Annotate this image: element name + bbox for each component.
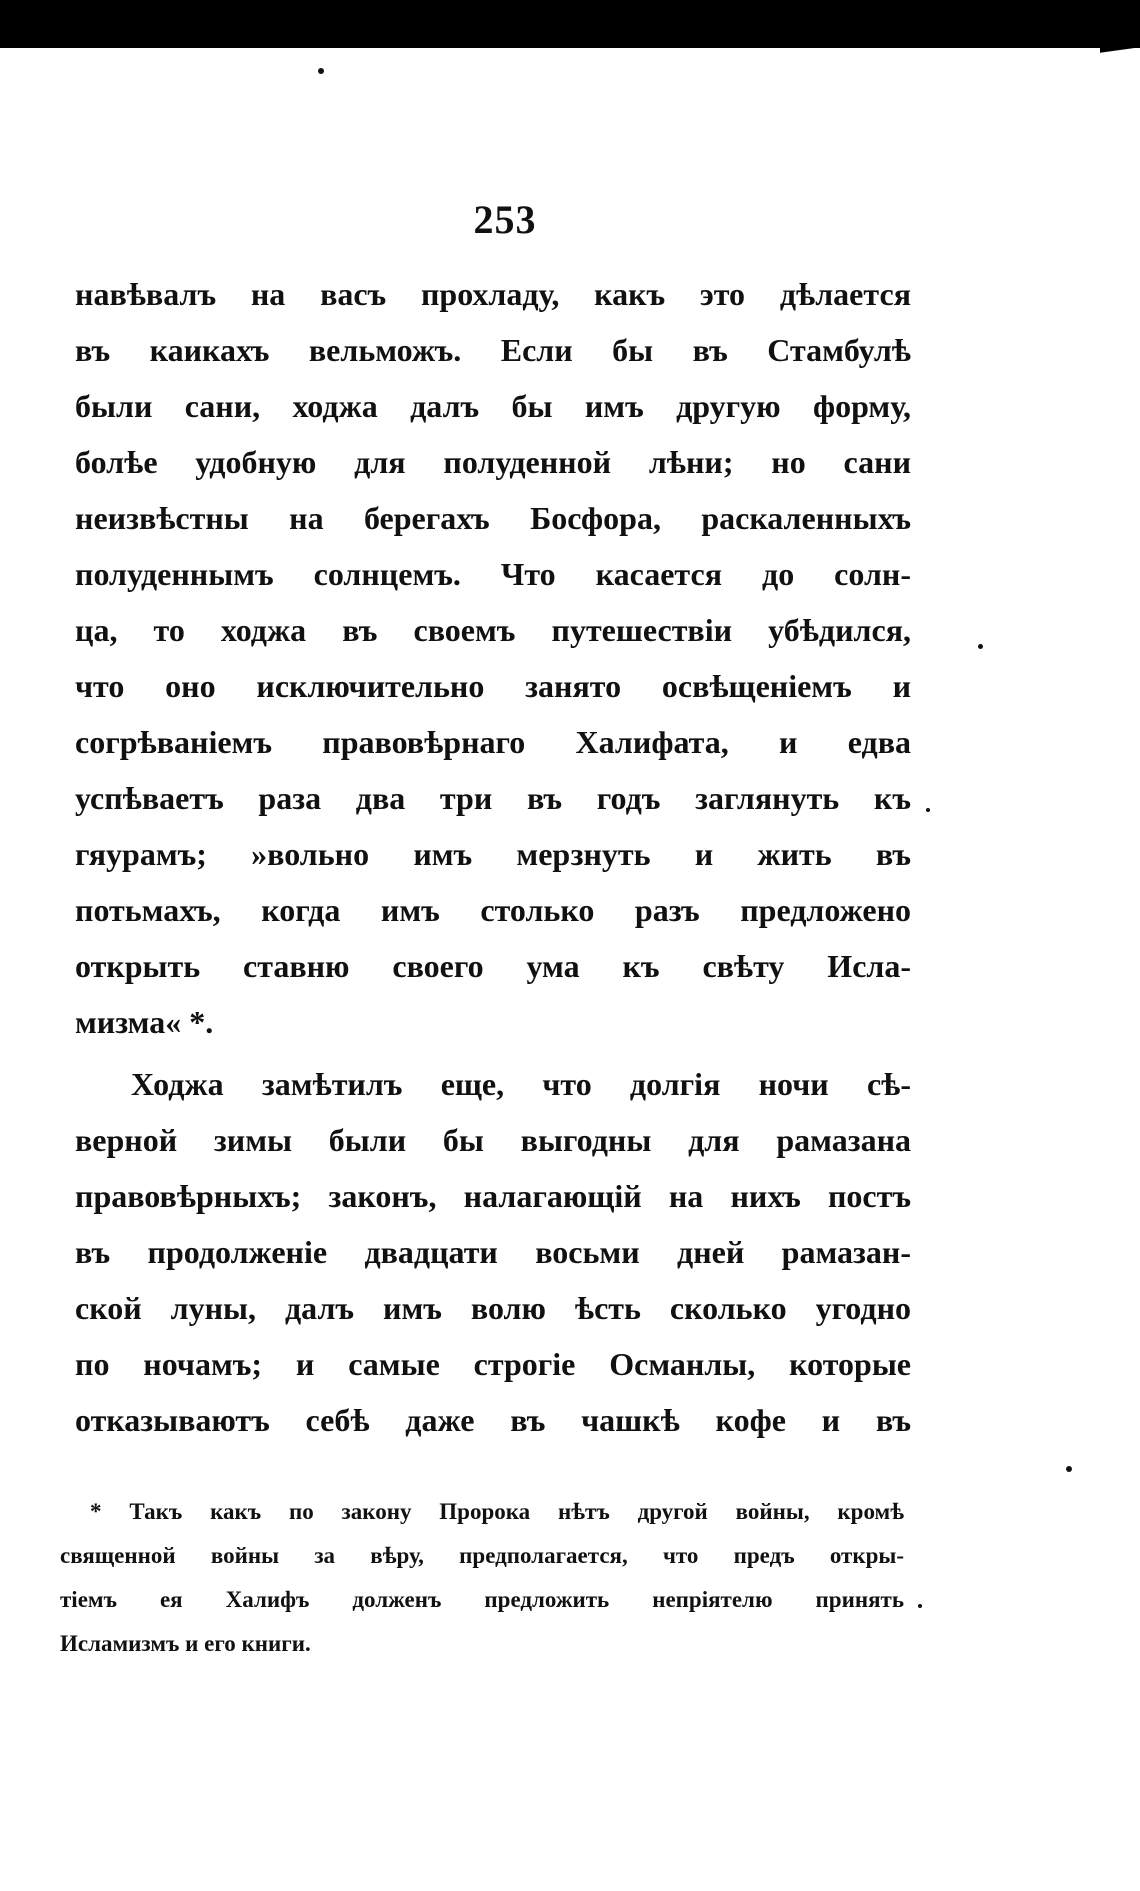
scan-speck <box>1066 1466 1072 1472</box>
footnote <box>60 1490 904 1666</box>
text-line: верной зимы были бы выгодны для рамазана <box>75 1122 911 1158</box>
text-line: по ночамъ; и самые строгіе Османлы, которые <box>75 1346 911 1382</box>
text-line: потьмахъ, когда имъ столько разъ предложено <box>75 892 911 928</box>
text-line: что оно исключительно занято освѣщеніемъ и <box>75 668 911 704</box>
text-line: въ каикахъ вельможъ. Если бы въ Стамбулѣ <box>75 332 911 368</box>
footnote-line: тіемъ ея Халифъ долженъ предложить непріятелю принять <box>60 1587 904 1612</box>
text-line: отказываютъ себѣ даже въ чашкѣ кофе и въ <box>75 1402 911 1438</box>
text-line: успѣваетъ раза два три въ годъ заглянуть къ <box>75 780 911 816</box>
text-line-paragraph-start: Ходжа замѣтилъ еще, что долгія ночи сѣ- <box>131 1066 911 1102</box>
text-line: неизвѣстны на берегахъ Босфора, раскаленныхъ <box>75 500 911 536</box>
scan-top-border <box>0 0 1140 48</box>
scan-speck <box>918 1604 922 1608</box>
scan-speck <box>978 644 983 649</box>
footnote-line: * Такъ какъ по закону Пророка нѣтъ другой войны, кромѣ <box>90 1499 904 1524</box>
footnote-line: Исламизмъ и его книги. <box>60 1631 311 1656</box>
text-line: ца, то ходжа въ своемъ путешествіи убѣдился, <box>75 612 911 648</box>
text-line: ской луны, далъ имъ волю ѣсть сколько угодно <box>75 1290 911 1326</box>
text-line: согрѣваніемъ правовѣрнаго Халифата, и едва <box>75 724 911 760</box>
text-line: въ продолженіе двадцати восьми дней рамазан- <box>75 1234 911 1270</box>
scan-speck <box>926 808 930 812</box>
text-line-paragraph-end: мизма« *. <box>75 1004 214 1040</box>
text-line: были сани, ходжа далъ бы имъ другую форму, <box>75 388 911 424</box>
text-line: болѣе удобную для полуденной лѣни; но сани <box>75 444 911 480</box>
text-line: правовѣрныхъ; законъ, налагающій на нихъ постъ <box>75 1178 911 1214</box>
text-line: навѣвалъ на васъ прохладу, какъ это дѣлается <box>75 276 911 312</box>
footnote-line: священной войны за вѣру, предполагается, что предъ откры- <box>60 1543 904 1568</box>
scan-speck <box>318 68 324 74</box>
text-line: полуденнымъ солнцемъ. Что касается до солн- <box>75 556 911 592</box>
page-number: 253 <box>473 197 537 242</box>
main-text <box>75 266 911 1448</box>
text-line: открыть ставню своего ума къ свѣту Исла- <box>75 948 911 984</box>
text-line: гяурамъ; »вольно имъ мерзнуть и жить въ <box>75 836 911 872</box>
